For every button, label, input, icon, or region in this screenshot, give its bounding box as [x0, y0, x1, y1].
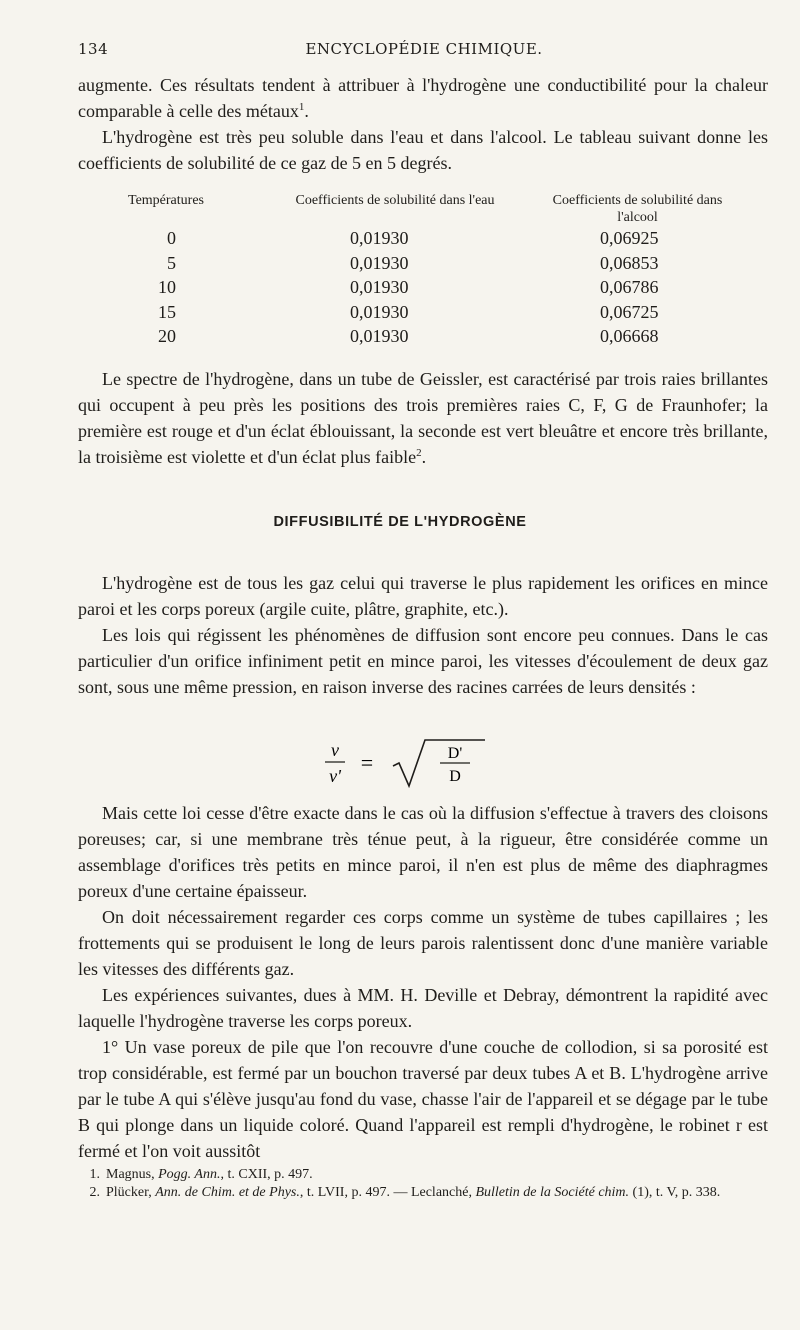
header-alcohol: Coefficients de solubilité dans l'alcool — [552, 193, 723, 225]
table-row: 0 0,01930 0,06925 — [167, 228, 659, 248]
formula-denominator: v' — [329, 766, 341, 786]
solubility-table — [110, 192, 723, 351]
footnote-ref: 1 — [298, 101, 305, 113]
paragraph-diffusion-5: Les expériences suivantes, dues à MM. H. Deville et Debray, démontrent la rapidité avec laquelle l'hydrogène traverse les corps poreux. — [78, 985, 768, 1031]
page-number: 134 — [78, 40, 109, 58]
footnotes — [78, 1166, 768, 1202]
radical-numerator: D' — [447, 745, 463, 762]
paragraph-diffusion-1: L'hydrogène est de tous les gaz celui qui traverse le plus rapidement les orifices en mince paroi et les corps poreux (argile cuite, plâtre, graphite, etc.). — [78, 573, 768, 619]
table-row: 15 0,01930 0,06725 — [158, 301, 659, 322]
table-row: 20 0,01930 0,06668 — [158, 326, 659, 346]
paragraph-spectrum: Le spectre de l'hydrogène, dans un tube de Geissler, est caractérisé par trois raies brillantes qui occupent à peu près les positions des trois premières raies C, F, G de Fraunhofer; la première est rouge et d'un éclat éblouissant, la seconde est vert bleuâtre et encore très brillante, la troisième est violette et d'un éclat plus faible$^2$. — [78, 369, 768, 467]
radical-sign — [393, 740, 485, 786]
paragraph-diffusion-4: On doit nécessairement regarder ces corps comme un système de tubes capillaires ; les frottements qui se produisent le long de leurs parois ralentissent donc d'une manière variable les vitesses des différents gaz. — [78, 907, 768, 979]
running-title: ENCYCLOPÉDIE CHIMIQUE. — [305, 40, 543, 58]
formula-numerator: v — [331, 740, 339, 760]
radical-denominator: D — [449, 768, 461, 785]
table-header — [110, 192, 723, 228]
paragraph-diffusion-6: 1° Un vase poreux de pile que l'on recouvre d'une couche de collodion, si sa porosité est trop considérable, est fermé par un bouchon traversé par deux tubes A et B. L'hydrogène arrive par le tube A qui s'élève jusqu'au fond du vase, chasse l'air de l'appareil et se dégage par le tube B qui plonge dans un liquide coloré. Quand l'appareil est rempli d'hydrogène, le robinet r est fermé et l'on voit aussitôt — [78, 1037, 768, 1161]
footnote-1: 1. Magnus, Pogg. Ann., t. CXII, p. 497. — [89, 1167, 313, 1182]
footnote-2: 2. Plücker, Ann. de Chim. et de Phys., t. LVII, p. 497. — Leclanché, Bulletin de la Société chim. (1), t. V, p. 338. — [89, 1185, 721, 1200]
diffusion-formula — [325, 736, 495, 788]
paragraph-diffusion-3: Mais cette loi cesse d'être exacte dans le cas où la diffusion s'effectue à travers des cloisons poreuses; car, si une membrane très ténue peut, à la rigueur, être considérée comme un assemblage d'orifices très petits en mince paroi, il n'en est plus de même des diaphragmes poreux d'une certaine épaisseur. — [78, 803, 768, 901]
footnote-ref: 2 — [416, 447, 422, 459]
equals-sign: = — [360, 750, 374, 775]
header-water: Coefficients de solubilité dans l'eau — [295, 193, 495, 208]
table-row: 10 0,01930 0,06786 — [158, 277, 659, 297]
table-row: 5 0,01930 0,06853 — [167, 252, 659, 273]
paragraph-top: augmente. Ces résultats tendent à attribuer à l'hydrogène une conductibilité pour la chaleur comparable à celle des métaux$^1$. — [78, 75, 768, 121]
header-temperature: Températures — [128, 193, 204, 208]
section-title: DIFFUSIBILITÉ DE L'HYDROGÈNE — [273, 514, 527, 530]
paragraph-solubility: L'hydrogène est très peu soluble dans l'eau et dans l'alcool. Le tableau suivant donne les coefficients de solubilité de ce gaz de 5 en 5 degrés. — [78, 127, 768, 173]
running-header — [78, 40, 770, 64]
paragraph-diffusion-2: Les lois qui régissent les phénomènes de diffusion sont encore peu connues. Dans le cas particulier d'un orifice infiniment petit en mince paroi, les vitesses d'écoulement de deux gaz sont, sous une même pression, en raison inverse des racines carrées de leurs densités : — [78, 625, 768, 697]
